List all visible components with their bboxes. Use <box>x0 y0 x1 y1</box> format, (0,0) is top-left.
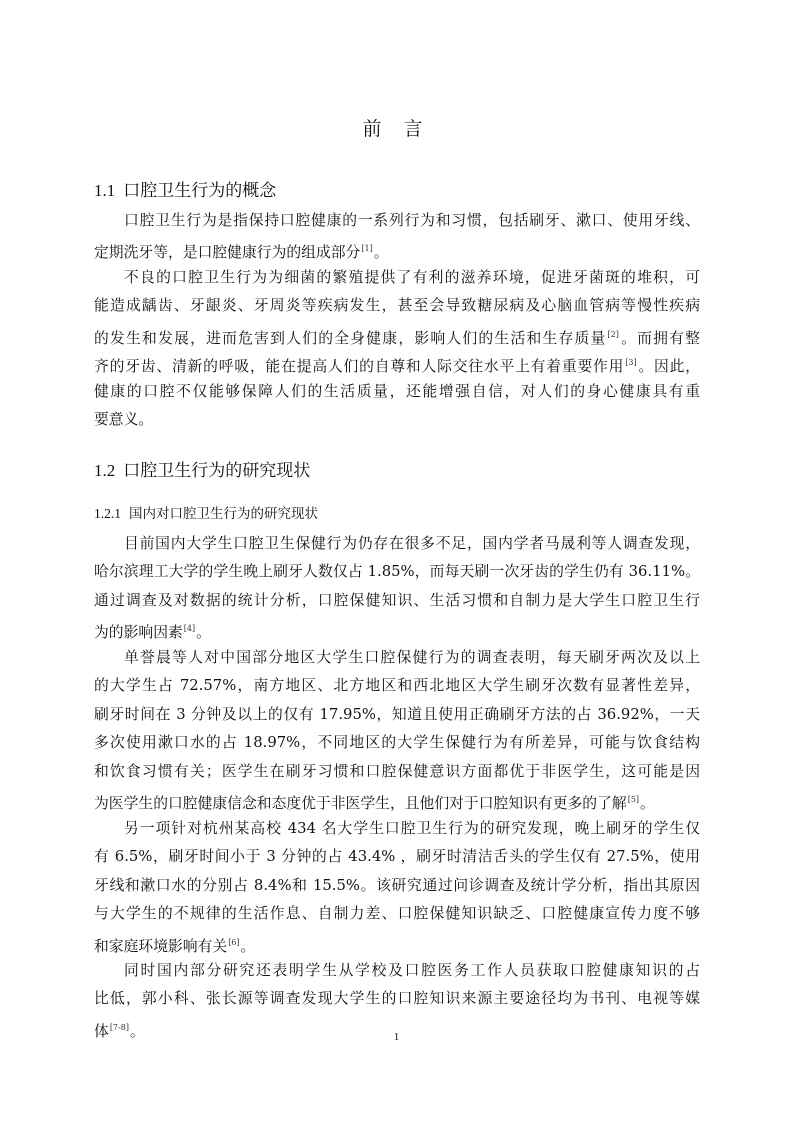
citation: [2] <box>607 329 619 339</box>
paragraph-line: 多次使用漱口水的占 18.97%，不同地区的大学生保健行为有所差异，可能与饮食结构 <box>94 734 700 752</box>
subsection-heading-1-2-1 <box>94 502 318 522</box>
section-title: 口腔卫生行为的研究现状 <box>123 461 311 481</box>
paragraph-line: 的发生和发展，进而危害到人们的全身健康，影响人们的生活和生存质量[2]。而拥有整 <box>94 329 700 347</box>
paragraph-line: 与大学生的不规律的生活作息、自制力差、口腔保健知识缺乏、口腔健康宣传力度不够 <box>94 905 700 923</box>
paragraph-line: 定期洗牙等，是口腔健康行为的组成部分[1]。 <box>94 244 389 262</box>
paragraph-line: 要意义。 <box>94 410 154 428</box>
paragraph-7 <box>94 957 700 1042</box>
paragraph-line: 和家庭环境影响有关[6]。 <box>94 937 256 955</box>
citation: [3] <box>625 358 637 368</box>
paragraph-line: 和饮食习惯有关；医学生在刷牙习惯和口腔保健意识方面都优于非医学生，这可能是因 <box>94 762 700 780</box>
section-title: 口腔卫生行为的概念 <box>123 181 277 201</box>
citation: [7-8] <box>109 1022 129 1032</box>
paragraph-line: 能造成龋齿、牙龈炎、牙周炎等疾病发生，甚至会导致糖尿病及心脑血管病等慢性疾病 <box>94 297 700 315</box>
page-title: 前 言 <box>362 118 431 140</box>
paragraph-line: 体[7-8]。 <box>94 1022 145 1040</box>
paragraph-line: 另一项针对杭州某高校 434 名大学生口腔卫生行为的研究发现，晚上刷牙的学生仅 <box>124 820 700 837</box>
paragraph-line: 刷牙时间在 3 分钟及以上的仅有 17.95%，知道且使用正确刷牙方法的占 36.92%，一天 <box>94 705 700 723</box>
paragraph-line: 牙线和漱口水的分别占 8.4%和 15.5%。该研究通过问诊调查及统计学分析，指出其原因 <box>94 876 700 894</box>
paragraph-line: 不良的口腔卫生行为为细菌的繁殖提供了有利的滋养环境，促进牙菌斑的堆积，可 <box>124 269 700 286</box>
paragraph-2 <box>94 264 700 434</box>
paragraph-6 <box>94 815 700 957</box>
paragraph-line: 有 6.5%，刷牙时间小于 3 分钟的占 43.4% ，刷牙时清洁舌头的学生仅有 27.5%，使用 <box>94 848 700 866</box>
paragraph-line: 健康的口腔不仅能够保障人们的生活质量，还能增强自信，对人们的身心健康具有重 <box>94 382 700 400</box>
paragraph-line: 的大学生占 72.57%，南方地区、北方地区和西北地区大学生刷牙次数有显著性差异， <box>94 677 700 695</box>
paragraph-line: 口腔卫生行为是指保持口腔健康的一系列行为和习惯，包括刷牙、漱口、使用牙线、 <box>124 212 700 229</box>
paragraph-line: 目前国内大学生口腔卫生保健行为仍存在很多不足，国内学者马晟利等人调查发现， <box>124 535 700 552</box>
citation: [4] <box>183 624 196 634</box>
subsection-title: 国内对口腔卫生行为的研究现状 <box>129 506 318 522</box>
paragraph-4 <box>94 530 700 644</box>
citation: [6] <box>228 937 240 947</box>
paragraph-line: 哈尔滨理工大学的学生晚上刷牙人数仅占 1.85%，而每天刷一次牙齿的学生仍有 36.11%。 <box>94 563 700 581</box>
section-heading-1-2 <box>94 456 310 481</box>
paragraph-line: 为医学生的口腔健康信念和态度优于非医学生，且他们对于口腔知识有更多的了解[5]。 <box>94 794 655 812</box>
citation: [5] <box>627 794 640 804</box>
paragraph-line: 通过调查及对数据的统计分析，口腔保健知识、生活习惯和自制力是大学生口腔卫生行 <box>94 591 700 609</box>
paragraph-line: 同时国内部分研究还表明学生从学校及口腔医务工作人员获取口腔健康知识的占 <box>124 962 700 979</box>
paragraph-5 <box>94 644 700 814</box>
section-heading-1-1 <box>94 176 276 201</box>
section-number: 1.1 <box>94 181 116 200</box>
subsection-number: 1.2.1 <box>94 506 121 521</box>
citation: [1] <box>361 244 373 254</box>
paragraph-line: 为的影响因素[4]。 <box>94 624 211 642</box>
section-number: 1.2 <box>94 461 116 480</box>
paragraph-line: 比低，郭小科、张长源等调查发现大学生的口腔知识来源主要途径均为书刊、电视等媒 <box>94 990 700 1008</box>
paragraph-line: 单誉晨等人对中国部分地区大学生口腔保健行为的调查表明，每天刷牙两次及以上 <box>124 649 700 666</box>
paragraph-1 <box>94 207 700 264</box>
paragraph-line: 齐的牙齿、清新的呼吸，能在提高人们的自尊和人际交往水平上有着重要作用[3]。因此， <box>94 358 700 376</box>
page-number: 1 <box>393 1031 400 1043</box>
